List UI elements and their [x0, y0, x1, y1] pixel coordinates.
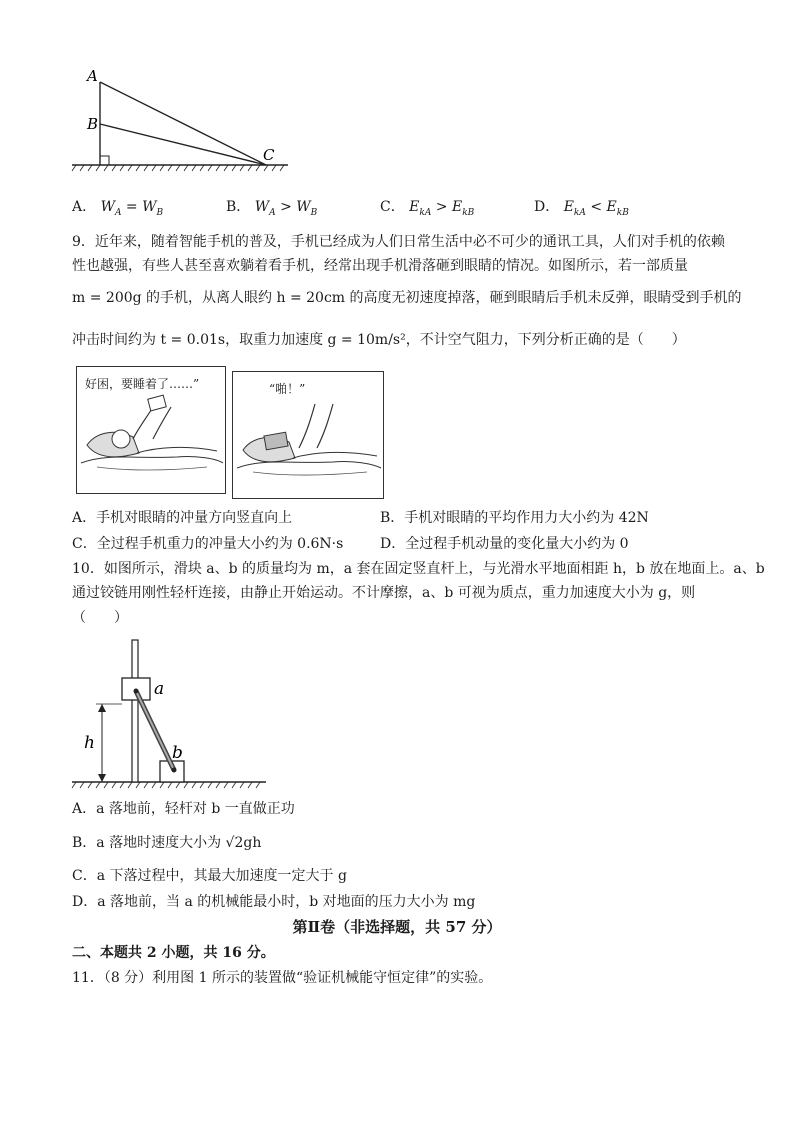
label-c: C [263, 146, 275, 164]
option-letter: A． [72, 199, 97, 215]
q9-panel-2 [232, 371, 384, 499]
option-expr: $W_A = W_B$ [100, 199, 164, 218]
option-expr: $W_A > W_B$ [254, 199, 318, 218]
label-a: A [87, 67, 98, 85]
q9-option-c: C．全过程手机重力的冲量大小约为 0.6N·s [72, 536, 344, 552]
q10-line-3: （ ） [72, 610, 128, 626]
option-expr: $E_{kA} > E_{kB}$ [409, 199, 475, 218]
part-2-heading: 二、本题共 2 小题，共 16 分。 [72, 945, 275, 961]
label-h: h [84, 733, 95, 753]
q9-line-1: 9．近年来，随着智能手机的普及，手机已经成为人们日常生活中必不可少的通讯工具，人们对手机的依赖 [72, 234, 725, 250]
option-expr: $E_{kA} < E_{kB}$ [563, 199, 629, 218]
q9-option-b: B．手机对眼睛的平均作用力大小约为 42N [380, 510, 649, 526]
option-letter: B． [226, 199, 251, 215]
q10-option-d: D．a 落地前，当 a 的机械能最小时，b 对地面的压力大小为 mg [72, 894, 476, 910]
option-letter: C． [380, 199, 405, 215]
panel-caption: “啪！” [269, 382, 306, 396]
panel-caption: 好困，要睡着了……” [85, 377, 200, 391]
section-2-title: 第Ⅱ卷（非选择题，共 57 分） [292, 918, 502, 936]
q8-option-c [380, 197, 474, 223]
q10-option-a: A．a 落地前，轻杆对 b 一直做正功 [72, 801, 295, 817]
q10-line-2: 通过铰链用刚性轻杆连接，由静止开始运动。不计摩擦，a、b 可视为质点，重力加速度大小为 g，则 [72, 585, 696, 601]
label-b: B [87, 115, 99, 133]
q11-line-1: 11．（8 分）利用图 1 所示的装置做“验证机械能守恒定律”的实验。 [72, 970, 493, 986]
q8-option-d [534, 197, 629, 223]
q8-option-b [226, 197, 317, 223]
q10-figure [70, 636, 270, 792]
q9-panel-1 [76, 366, 226, 494]
label-a: a [154, 679, 165, 699]
q10-option-b: B．a 落地时速度大小为 √2gh [72, 835, 262, 851]
sleeping-person-illustration [77, 367, 225, 493]
q9-line-4: 冲击时间约为 t = 0.01s，取重力加速度 g = 10m/s²，不计空气阻力，下列分析正确的是（ ） [72, 332, 686, 348]
option-letter: D． [534, 199, 560, 215]
q9-line-2: 性也越强，有些人甚至喜欢躺着看手机，经常出现手机滑落砸到眼睛的情况。如图所示，若一部质量 [72, 258, 688, 274]
q9-option-a: A．手机对眼睛的冲量方向竖直向上 [72, 510, 293, 526]
phone-falling-illustration [233, 372, 383, 498]
q8-figure [70, 62, 290, 174]
q9-option-d: D．全过程手机动量的变化量大小约为 0 [380, 536, 629, 552]
q10-line-1: 10．如图所示，滑块 a、b 的质量均为 m，a 套在固定竖直杆上，与光滑水平地面相距 h，b 放在地面上。a、b [72, 561, 765, 577]
q9-line-3: m = 200g 的手机，从离人眼约 h = 20cm 的高度无初速度掉落，砸到眼睛后手机未反弹，眼睛受到手机的 [72, 290, 742, 306]
q10-option-c: C．a 下落过程中，其最大加速度一定大于 g [72, 868, 347, 884]
label-b: b [172, 743, 183, 763]
q8-option-a [72, 197, 163, 223]
